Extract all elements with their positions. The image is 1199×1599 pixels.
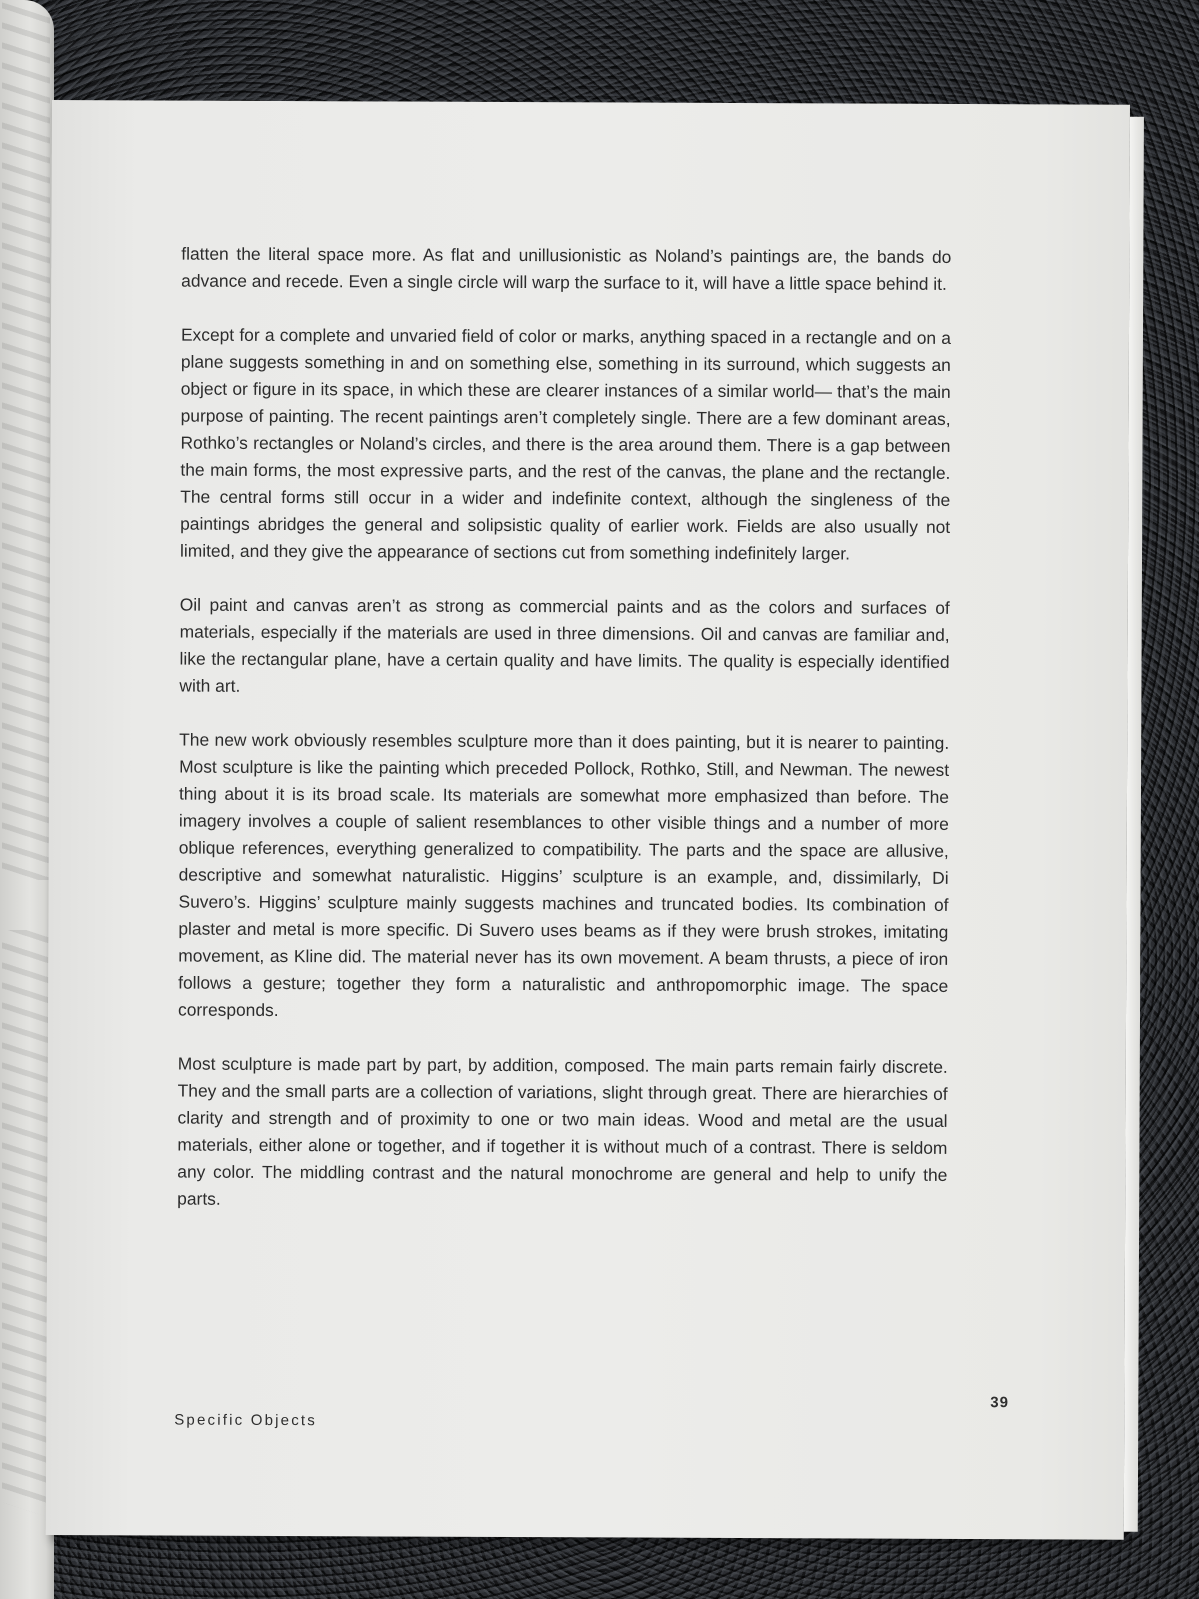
running-footer-title: Specific Objects (174, 1411, 318, 1430)
previous-page-text-fragments (2, 2, 50, 1518)
paragraph: Oil paint and canvas aren’t as strong as commercial paints and as the colors and surfaces of materials, especially if the materials are used in three dimensions. Oil and canvas are familiar and, like the rectangular plane, have a certain quality and have limits. The quality is especially identified with art. (179, 594, 950, 696)
body-text (177, 241, 951, 1243)
paragraph: Except for a complete and unvaried field of color or marks, anything spaced in a rectangle and on a plane suggests something in and on something else, something in its surround, which suggests an object or figure in its space, in which these are clearer instances of a similar world— that’s the main purpose of painting. The recent paintings aren’t completely single. There are a few dominant areas, Rothko’s rectangles or Noland’s circles, and there is the area around them. There is a gap between the main forms, the most expressive parts, and the rest of the canvas, the plane and the rectangle. The central forms still occur in a wider and indefinite context, although the singleness of the paintings abridges the general and solipsistic quality of earlier work. Fields are also usually not limited, and they give the appearance of sections cut from something indefinitely larger. (179, 324, 952, 564)
book-page (46, 100, 1130, 1540)
page-number: 39 (990, 1394, 1010, 1412)
page-stack-edge (1124, 117, 1144, 1532)
paragraph: flatten the literal space more. As flat and unillusionistic as Noland’s paintings are, the bands do advance and recede. Even a single circle will warp the surface to it, will have a little space behind it. (181, 243, 952, 294)
paragraph: The new work obviously resembles sculpture more than it does painting, but it is nearer to painting. Most sculpture is like the painting which preceded Pollock, Rothko, Still, and Newman. The newest thing about it is its broad scale. Its materials are somewhat more emphasized than before. The imagery involves a couple of salient resemblances to other visible things and a number of more oblique references, everything generalized to compatibility. The parts and the space are allusive, descriptive and somewhat naturalistic. Higgins’ sculpture is an example, and, dissimilarly, Di Suvero’s. Higgins’ sculpture mainly suggests machines and truncated bodies. Its combination of plaster and metal is more specific. Di Suvero uses beams as if they were brush strokes, imitating movement, as Kline did. The material never has its own movement. A beam thrusts, a piece of iron follows a gesture; together they form a naturalistic and anthropomorphic image. The space corresponds. (177, 729, 950, 1020)
previous-page-blank-area (0, 880, 54, 930)
paragraph: Most sculpture is made part by part, by addition, composed. The main parts remain fairly discrete. They and the small parts are a collection of variations, slight through great. There are hierarchies of clarity and strength and of proximity to one or two main ideas. Wood and metal are the usual materials, either alone or together, and if together it is without much of a contrast. There is seldom any color. The middling contrast and the natural monochrome are general and help to unify the parts. (177, 1053, 948, 1209)
